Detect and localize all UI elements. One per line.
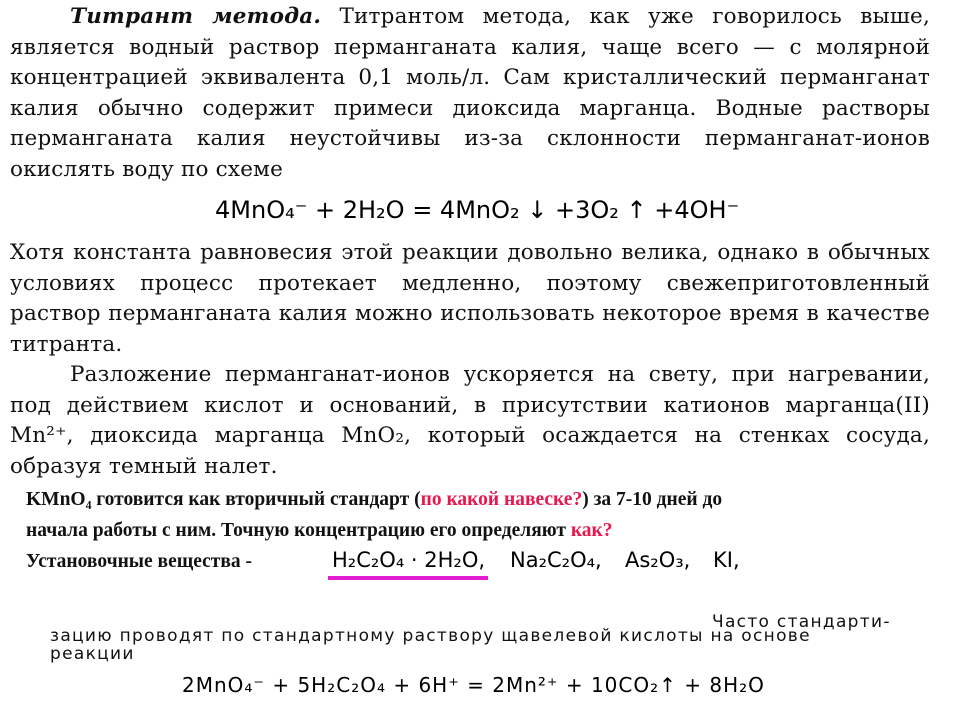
slide-line-3	[26, 551, 252, 573]
slide-line-2: начала работы с ним. Точную концентрацию его определяют как?	[26, 520, 613, 541]
paragraph-title: Титрант метода.	[70, 4, 322, 29]
question-weight: по какой навеске?	[420, 489, 583, 510]
paragraph-standardization-line-2: зацию проводят по стандартному раствору щавелевой кислоты на основе	[50, 626, 811, 646]
equation-oxalic-reaction: 2MnO₄⁻ + 5H₂C₂O₄ + 6H⁺ = 2Mn²⁺ + 10CO₂↑ + 8H₂O	[182, 673, 765, 697]
question-how: как?	[570, 520, 613, 541]
equation-water-oxidation: 4MnO₄⁻ + 2H₂O = 4MnO₂ ↓ +3O₂ ↑ +4OH⁻	[215, 196, 740, 224]
paragraph-equilibrium	[10, 238, 930, 360]
standard-arsenic-oxide: As₂O₃,	[625, 548, 691, 572]
standard-oxalic-acid: H₂C₂O₄ · 2H₂O,	[332, 548, 486, 572]
paragraph-text: Хотя константа равновесия этой реакции довольно велика, однако в обычных условиях процесс протекает медленно, поэтому свежеприготовленный раствор перманганата калия можно использовать некоторое время в качестве титранта.	[10, 240, 930, 357]
standard-potassium-iodide: KI,	[713, 548, 740, 572]
standards-label: Установочные вещества -	[26, 551, 252, 572]
slide-line-1: KMnO₄ готовится как вторичный стандарт (по какой навеске?) за 7-10 дней до	[26, 489, 723, 510]
paragraph-titrant	[10, 2, 930, 185]
paragraph-text: Разложение перманганат-ионов ускоряется на свету, при нагревании, под действием кислот и оснований, в присутствии катионов марганца(II) Mn²⁺, диоксида марганца MnO₂, который осаждается на стенках сосуда, образуя темный налет.	[10, 362, 930, 479]
paragraph-standardization-line-3: реакции	[50, 644, 135, 664]
paragraph-text: Титрантом метода, как уже говорилось выше, является водный раствор перманганата калия, чаще всего — с молярной концентрацией эквивалента 0,1 моль/л. Сам кристаллический перманганат калия обычно содержит примеси диоксида марганца. Водные растворы перманганата калия неустойчивы из-за склонности перманганат-ионов окислять воду по схеме	[10, 4, 930, 182]
paragraph-standardization-line-1: Часто стандарти-	[712, 612, 891, 632]
underline-highlight	[328, 576, 488, 580]
standard-sodium-oxalate: Na₂C₂O₄,	[510, 548, 602, 572]
paragraph-decomposition	[10, 360, 930, 482]
